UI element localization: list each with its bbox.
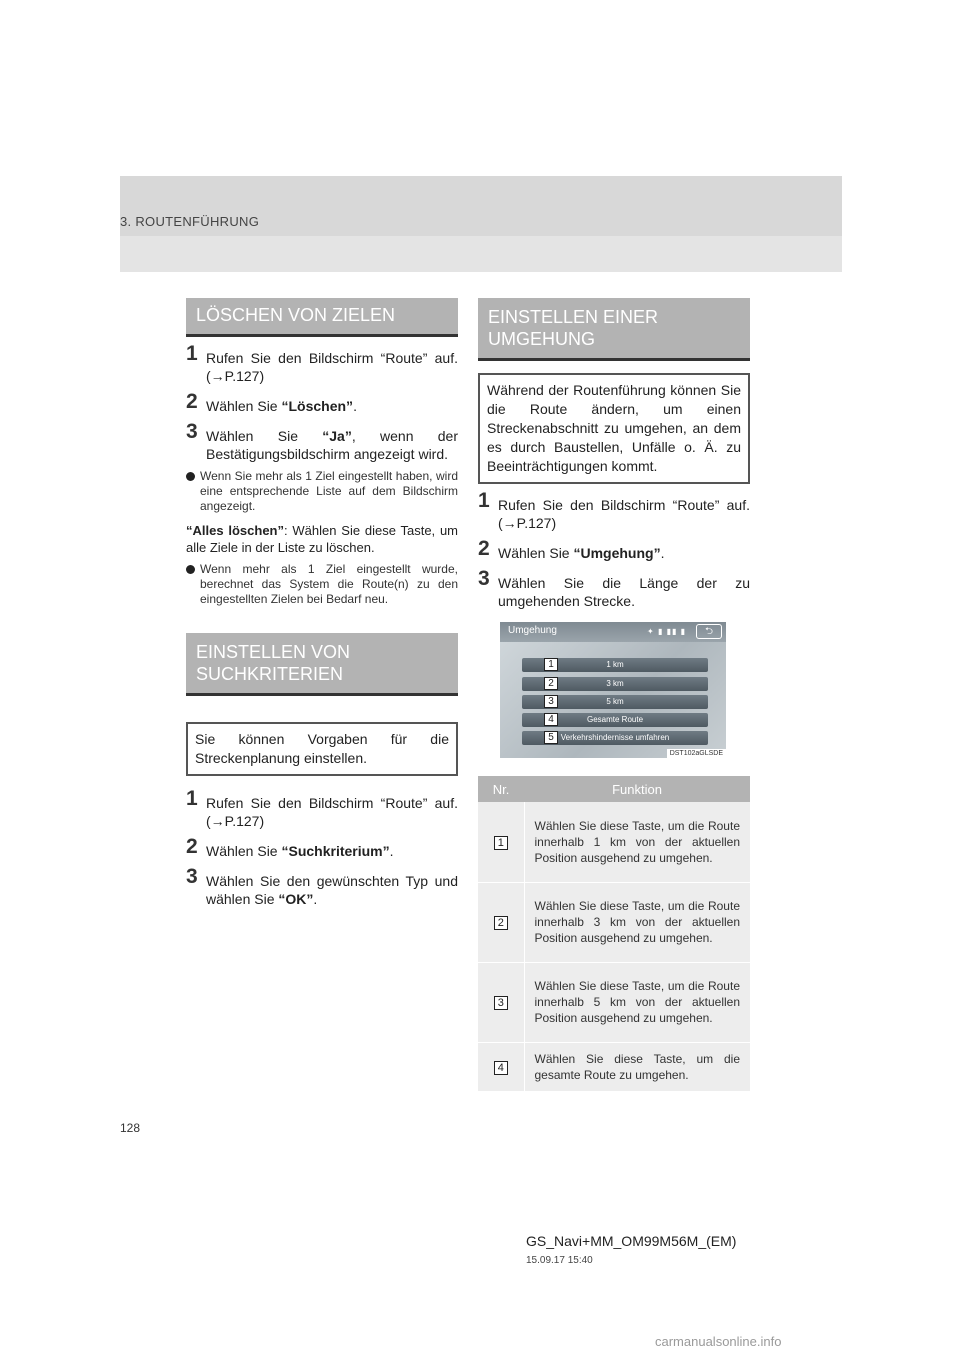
number-box: 4 [494,1061,508,1075]
step-bold: “Umgehung” [573,545,661,561]
table-cell-text: Wählen Sie diese Taste, um die Route innerhalb 3 km von der aktuellen Position ausgehend zu umgehen. [524,882,750,962]
detour-whole-route-button[interactable]: Gesamte Route [522,713,708,727]
heading-line-2: SUCHKRITERIEN [196,664,344,684]
number-box: 2 [494,916,508,930]
step-3-delete [186,420,458,463]
step-text: Wählen Sie [206,398,282,414]
table-row [478,882,750,962]
step-number: 1 [186,787,198,810]
step-number: 3 [186,420,198,443]
step-bold: “OK” [278,891,314,907]
step-text: Wählen Sie [206,428,323,444]
table-row [478,962,750,1042]
callout-1: 1 [544,658,558,671]
table-header-nr: Nr. [478,776,524,802]
detour-screenshot [500,622,726,758]
callout-2: 2 [544,677,558,690]
bullet-text: Wenn mehr als 1 Ziel eingestellt wurde, berechnet das System die Route(n) zu den eingestellten Zielen bei Bedarf neu. [200,562,458,606]
step-1-criteria [186,787,458,830]
table-cell-text: Wählen Sie diese Taste, um die Route innerhalb 5 km von der aktuellen Position ausgehend zu umgehen. [524,962,750,1042]
step-number: 2 [186,390,198,413]
chapter-title: 3. ROUTENFÜHRUNG [120,214,260,229]
detour-5km-button[interactable]: 5 km [522,695,708,709]
step-3-detour [478,567,750,610]
note-text: : Wählen Sie diese Taste, um alle Ziele in der Liste zu löschen. [186,523,459,555]
right-column [478,298,750,1092]
step-bold: “Suchkriterium” [281,843,390,859]
step-text: Rufen Sie den Bildschirm “Route” auf. (→P.127) [206,795,458,829]
step-number: 2 [478,537,490,560]
callout-5: 5 [544,731,558,744]
step-2-delete [186,390,458,415]
step-number: 1 [186,342,198,365]
step-number: 3 [186,865,198,888]
heading-line-1: EINSTELLEN VON [196,642,351,662]
step-text: Wählen Sie [206,843,282,859]
heading-line-2: UMGEHUNG [488,329,595,349]
step-text: Wählen Sie [498,545,574,561]
step-text-end: , wenn der Bestätigungsbildschirm angezeigt wird. [206,428,458,462]
step-text-end: . [313,891,318,907]
table-cell-num [478,1042,524,1091]
table-cell-text: Wählen Sie diese Taste, um die gesamte Route zu umgehen. [524,1042,750,1091]
step-bold: “Ja” [322,428,352,444]
bullet-dot-icon [186,472,195,481]
step-number: 3 [478,567,490,590]
detour-1km-button[interactable]: 1 km [522,658,708,672]
step-bold: “Löschen” [281,398,354,414]
left-column [186,298,458,908]
table-cell-num [478,962,524,1042]
callout-4: 4 [544,713,558,726]
step-1-detour [478,489,750,532]
info-box-criteria: Sie können Vorgaben für die Streckenplanung einstellen. [186,722,458,776]
section-heading-detour [478,298,750,361]
step-text: Rufen Sie den Bildschirm “Route” auf. (→P.127) [498,497,750,531]
callout-3: 3 [544,695,558,708]
section-heading-criteria [186,633,458,696]
page-number: 128 [120,1121,141,1135]
number-box: 3 [494,996,508,1010]
table-header-row [478,776,750,802]
screen-title: Umgehung [508,625,557,636]
detour-3km-button[interactable]: 3 km [522,677,708,691]
step-1-delete [186,342,458,385]
watermark: carmanualsonline.info [655,1334,782,1349]
section-heading-delete: LÖSCHEN VON ZIELEN [186,298,458,337]
step-text-end: . [660,545,665,561]
table-row [478,802,750,882]
step-text: Wählen Sie die Länge der zu umgehenden Strecke. [498,575,750,609]
bullet-note-list [186,469,458,514]
step-3-criteria [186,865,458,908]
table-header-function: Funktion [524,776,750,802]
status-icons: ✦ ▮ ▮▮ ▮ [647,627,686,636]
step-2-criteria [186,835,458,860]
back-icon[interactable]: ⮌ [696,624,722,639]
document-id: GS_Navi+MM_OM99M56M_(EM) [526,1233,737,1249]
info-box-detour: Während der Routenführung können Sie die Route ändern, um einen Streckenabschnitt zu umgehen, an dem es durch Baustellen, Unfälle o. Ä. zu Beeinträchtigungen kommt. [478,373,750,484]
step-text-end: . [389,843,394,859]
heading-line-1: EINSTELLEN EINER [488,307,659,327]
step-number: 2 [186,835,198,858]
print-timestamp: 15.09.17 15:40 [526,1255,593,1266]
detour-traffic-button[interactable]: Verkehrshindernisse umfahren [522,731,708,745]
table-cell-text: Wählen Sie diese Taste, um die Route innerhalb 1 km von der aktuellen Position ausgehend zu umgehen. [524,802,750,882]
number-box: 1 [494,836,508,850]
step-text: Rufen Sie den Bildschirm “Route” auf. (→P.127) [206,350,458,384]
step-text: Wählen Sie den gewünschten Typ und wählen Sie [206,873,458,907]
image-code: DST102aGLSDE [667,749,726,758]
step-2-detour [478,537,750,562]
header-band-lower [120,236,842,272]
note-delete-all [186,522,458,556]
table-cell-num [478,882,524,962]
bullet-text: Wenn Sie mehr als 1 Ziel eingestellt haben, wird eine entsprechende Liste auf dem Bildschirm angezeigt. [200,469,458,513]
step-text-end: . [353,398,357,414]
note-bold: “Alles löschen” [186,523,284,538]
function-table [478,776,750,1092]
bullet-note-recalc [186,562,458,607]
table-row [478,1042,750,1091]
table-cell-num [478,802,524,882]
bullet-dot-icon [186,565,195,574]
step-number: 1 [478,489,490,512]
